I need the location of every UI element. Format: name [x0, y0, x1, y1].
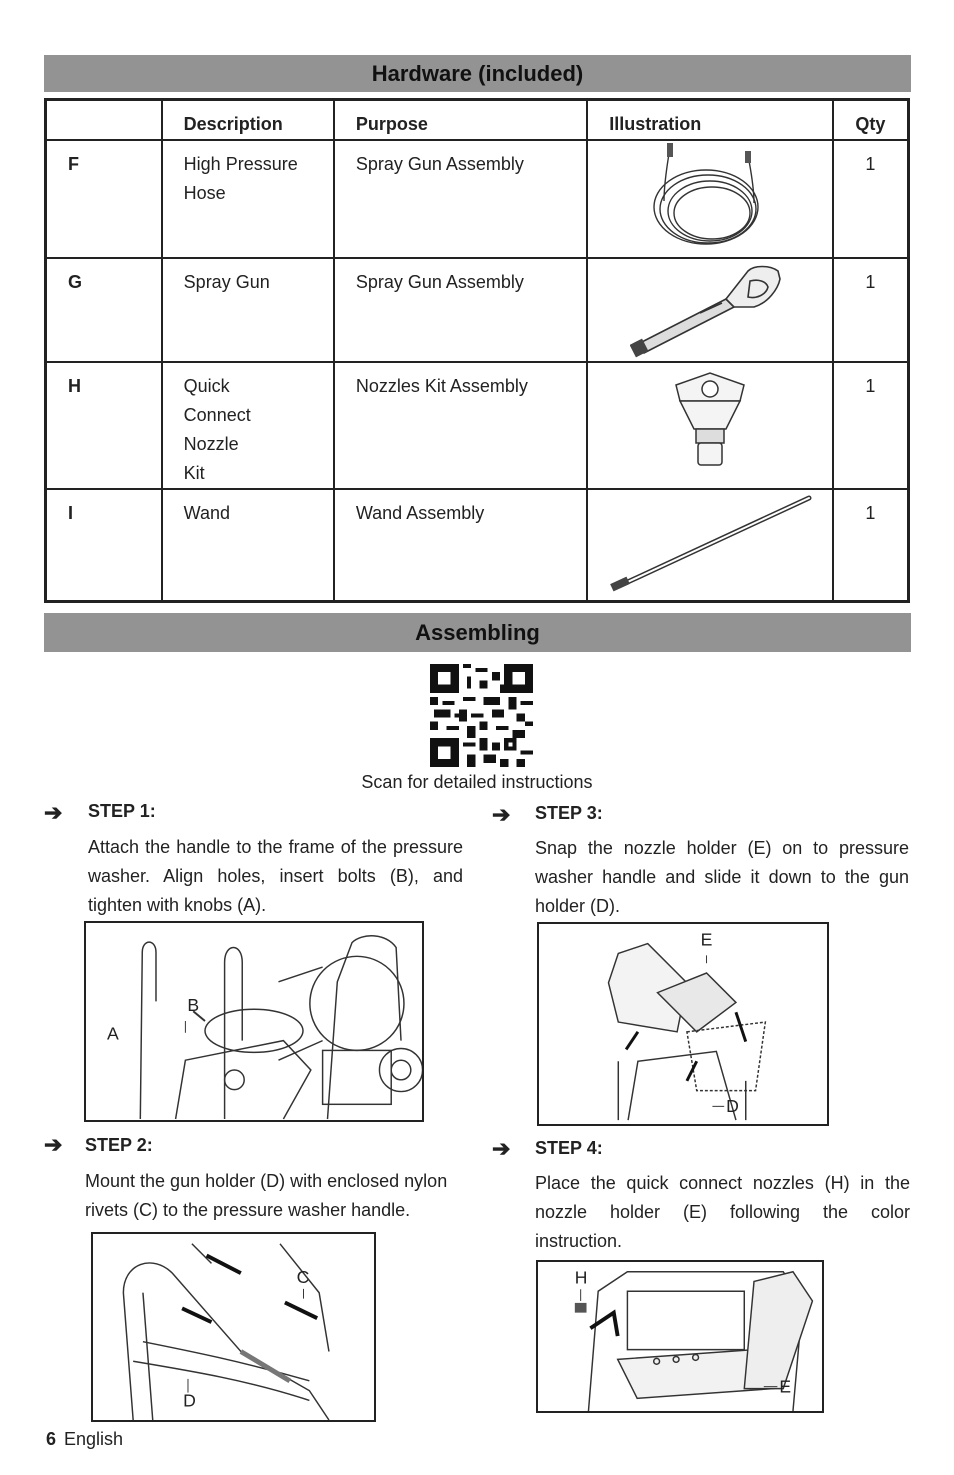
row-purpose: Spray Gun Assembly: [334, 258, 587, 362]
row-illustration: [587, 140, 832, 258]
row-id: G: [46, 258, 162, 362]
header-illustration: Illustration: [587, 100, 832, 141]
row-illustration: [587, 258, 832, 362]
arrow-right-icon: ➔: [492, 1136, 511, 1161]
hose-icon: [650, 141, 770, 253]
step-2-text: Mount the gun holder (D) with enclosed nylon rivets (C) to the pressure washer handle.: [85, 1171, 448, 1220]
label-d: D: [726, 1096, 739, 1117]
page-footer: [46, 1429, 123, 1450]
assembling-section-title: Assembling: [44, 613, 911, 652]
footer-language: English: [64, 1429, 124, 1449]
row-purpose: Spray Gun Assembly: [334, 140, 587, 258]
table-row: [46, 140, 909, 258]
header-cell: [46, 100, 162, 141]
label-e: E: [779, 1376, 792, 1397]
step-2-figure: [91, 1232, 376, 1422]
table-row: [46, 362, 909, 489]
row-qty: 1: [833, 140, 909, 258]
step-3-title: STEP 3:: [535, 803, 603, 823]
row-qty: 1: [833, 258, 909, 362]
step-2-title: STEP 2:: [85, 1135, 153, 1155]
row-illustration: [587, 362, 832, 489]
row-description: Spray Gun: [162, 258, 334, 362]
arrow-right-icon: ➔: [44, 1132, 63, 1157]
row-description: Quick Connect Nozzle Kit: [162, 362, 334, 489]
arrow-right-icon: ➔: [44, 800, 63, 825]
table-row: [46, 258, 909, 362]
step-3-figure: [537, 922, 829, 1126]
header-description: Description: [162, 100, 334, 141]
row-illustration: [587, 489, 832, 601]
spray-gun-icon: [630, 259, 790, 359]
row-id: I: [46, 489, 162, 601]
row-qty: 1: [833, 362, 909, 489]
hardware-section-title: Hardware (included): [44, 55, 911, 92]
row-purpose: Wand Assembly: [334, 489, 587, 601]
row-purpose: Nozzles Kit Assembly: [334, 362, 587, 489]
row-id: F: [46, 140, 162, 258]
label-h: H: [574, 1267, 588, 1288]
row-qty: 1: [833, 489, 909, 601]
wand-icon: [605, 490, 815, 598]
nozzle-icon: [670, 363, 750, 477]
header-purpose: Purpose: [334, 100, 587, 141]
label-c: C: [296, 1266, 310, 1287]
label-b: B: [187, 995, 200, 1016]
table-row: [46, 489, 909, 601]
page-number: 6: [46, 1429, 57, 1449]
qr-code-icon[interactable]: [430, 664, 533, 767]
table-header-row: [46, 100, 909, 141]
row-description: Wand: [162, 489, 334, 601]
step-4-text: Place the quick connect nozzles (H) in the nozzle holder (E) following the color instruction.: [535, 1173, 910, 1251]
label-a: A: [106, 1023, 119, 1044]
arrow-right-icon: ➔: [492, 802, 511, 827]
step-4-title: STEP 4:: [535, 1138, 603, 1158]
label-e: E: [700, 929, 713, 950]
step-1-figure: [84, 921, 424, 1122]
step-1-text: Attach the handle to the frame of the pressure washer. Align holes, insert bolts (B), and tighten with knobs (A).: [88, 837, 463, 915]
step-3-text: Snap the nozzle holder (E) on to pressure washer handle and slide it down to the gun holder (D).: [535, 838, 909, 916]
step-4-figure: [536, 1260, 824, 1413]
row-description: High Pressure Hose: [162, 140, 334, 258]
label-d: D: [183, 1390, 196, 1411]
row-id: H: [46, 362, 162, 489]
qr-caption: Scan for detailed instructions: [361, 772, 593, 792]
hardware-table: [44, 98, 910, 603]
header-qty: Qty: [833, 100, 909, 141]
step-1-title: STEP 1:: [88, 801, 156, 821]
